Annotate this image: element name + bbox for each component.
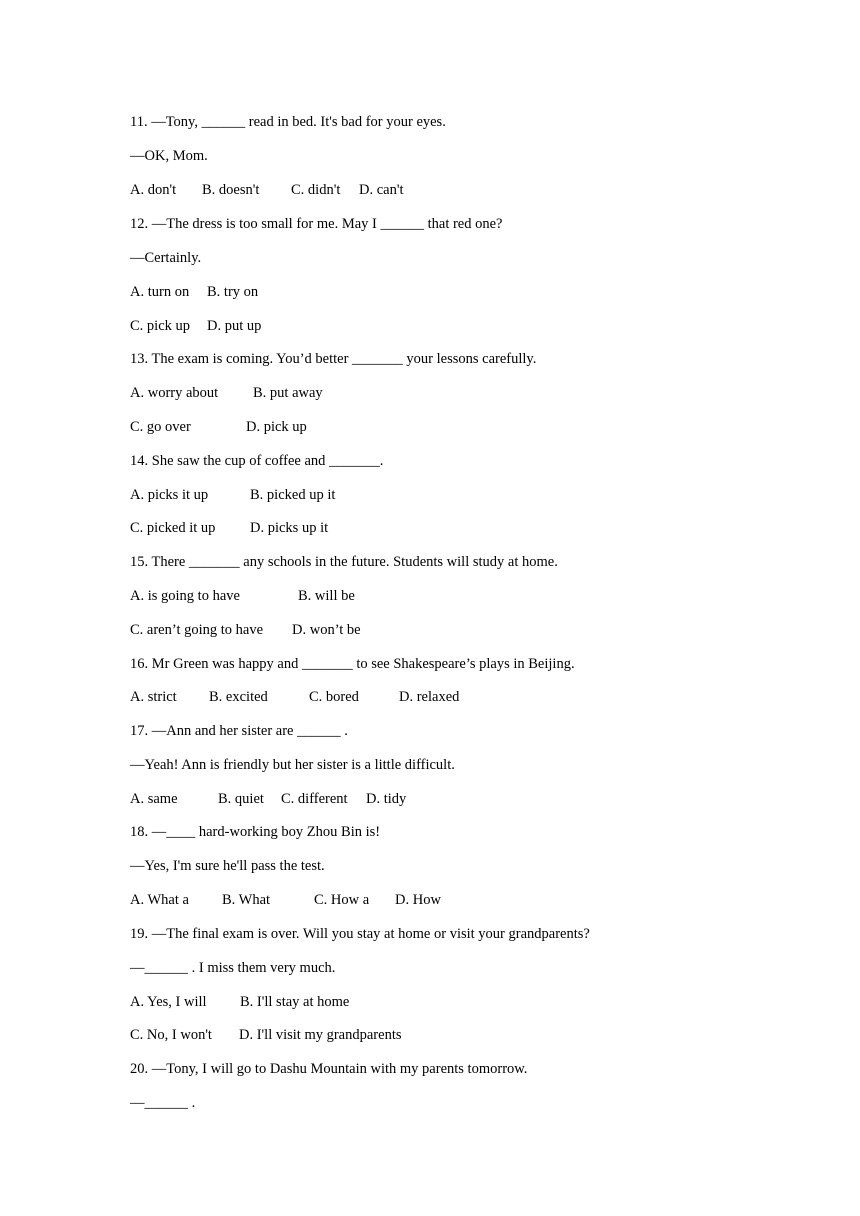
question-16-option-b: B. excited — [209, 689, 268, 705]
question-17-option-b: B. quiet — [218, 791, 264, 807]
question-19-reply: —______ . I miss them very much. — [130, 960, 336, 976]
question-14-stem: 14. She saw the cup of coffee and _______. — [130, 453, 384, 469]
question-16-stem: 16. Mr Green was happy and _______ to see Shakespeare’s plays in Beijing. — [130, 656, 575, 672]
question-19-stem: 19. —The final exam is over. Will you stay at home or visit your grandparents? — [130, 926, 590, 942]
question-19-option-a: A. Yes, I will — [130, 994, 207, 1010]
question-12-stem: 12. —The dress is too small for me. May I ______ that red one? — [130, 216, 503, 232]
question-13-option-d: D. pick up — [246, 419, 307, 435]
question-20-stem: 20. —Tony, I will go to Dashu Mountain with my parents tomorrow. — [130, 1061, 528, 1077]
question-18-option-c: C. How a — [314, 892, 370, 908]
question-11-option-a: A. don't — [130, 182, 177, 198]
question-11-option-c: C. didn't — [291, 182, 341, 198]
question-12-option-a: A. turn on — [130, 284, 190, 300]
question-18-stem: 18. —____ hard-working boy Zhou Bin is! — [130, 824, 381, 840]
question-18-option-b: B. What — [222, 892, 271, 908]
question-11-stem: 11. —Tony, ______ read in bed. It's bad for your eyes. — [130, 114, 446, 130]
question-18-reply: —Yes, I'm sure he'll pass the test. — [130, 858, 325, 874]
question-19-option-b: B. I'll stay at home — [240, 994, 350, 1010]
question-13-stem: 13. The exam is coming. You’d better _______ your lessons carefully. — [130, 351, 537, 367]
question-17-stem: 17. —Ann and her sister are ______ . — [130, 723, 348, 739]
question-17-reply: —Yeah! Ann is friendly but her sister is a little difficult. — [130, 757, 455, 773]
question-13-option-c: C. go over — [130, 419, 191, 435]
question-14-option-d: D. picks up it — [250, 520, 329, 536]
question-17-option-c: C. different — [281, 791, 348, 807]
question-13-option-b: B. put away — [253, 385, 323, 401]
question-18-option-d: D. How — [395, 892, 441, 908]
question-13-option-a: A. worry about — [130, 385, 219, 401]
question-15-stem: 15. There _______ any schools in the future. Students will study at home. — [130, 554, 558, 570]
question-15-option-d: D. won’t be — [292, 622, 361, 638]
question-14-option-a: A. picks it up — [130, 487, 209, 503]
question-15-option-a: A. is going to have — [130, 588, 240, 604]
question-17-option-d: D. tidy — [366, 791, 407, 807]
question-20-reply: —______ . — [130, 1095, 196, 1111]
question-18-option-a: A. What a — [130, 892, 189, 908]
question-16-option-a: A. strict — [130, 689, 177, 705]
question-14-option-b: B. picked up it — [250, 487, 336, 503]
question-12-option-b: B. try on — [207, 284, 259, 300]
question-19-option-c: C. No, I won't — [130, 1027, 212, 1043]
question-12-option-d: D. put up — [207, 318, 262, 334]
question-14-option-c: C. picked it up — [130, 520, 216, 536]
question-12-option-c: C. pick up — [130, 318, 191, 334]
question-15-option-c: C. aren’t going to have — [130, 622, 264, 638]
question-11-option-b: B. doesn't — [202, 182, 260, 198]
question-17-option-a: A. same — [130, 791, 178, 807]
question-15-option-b: B. will be — [298, 588, 355, 604]
question-16-option-c: C. bored — [309, 689, 359, 705]
question-12-reply: —Certainly. — [130, 250, 202, 266]
question-11-reply: —OK, Mom. — [130, 148, 208, 164]
question-11-option-d: D. can't — [359, 182, 404, 198]
question-19-option-d: D. I'll visit my grandparents — [239, 1027, 402, 1043]
question-16-option-d: D. relaxed — [399, 689, 460, 705]
